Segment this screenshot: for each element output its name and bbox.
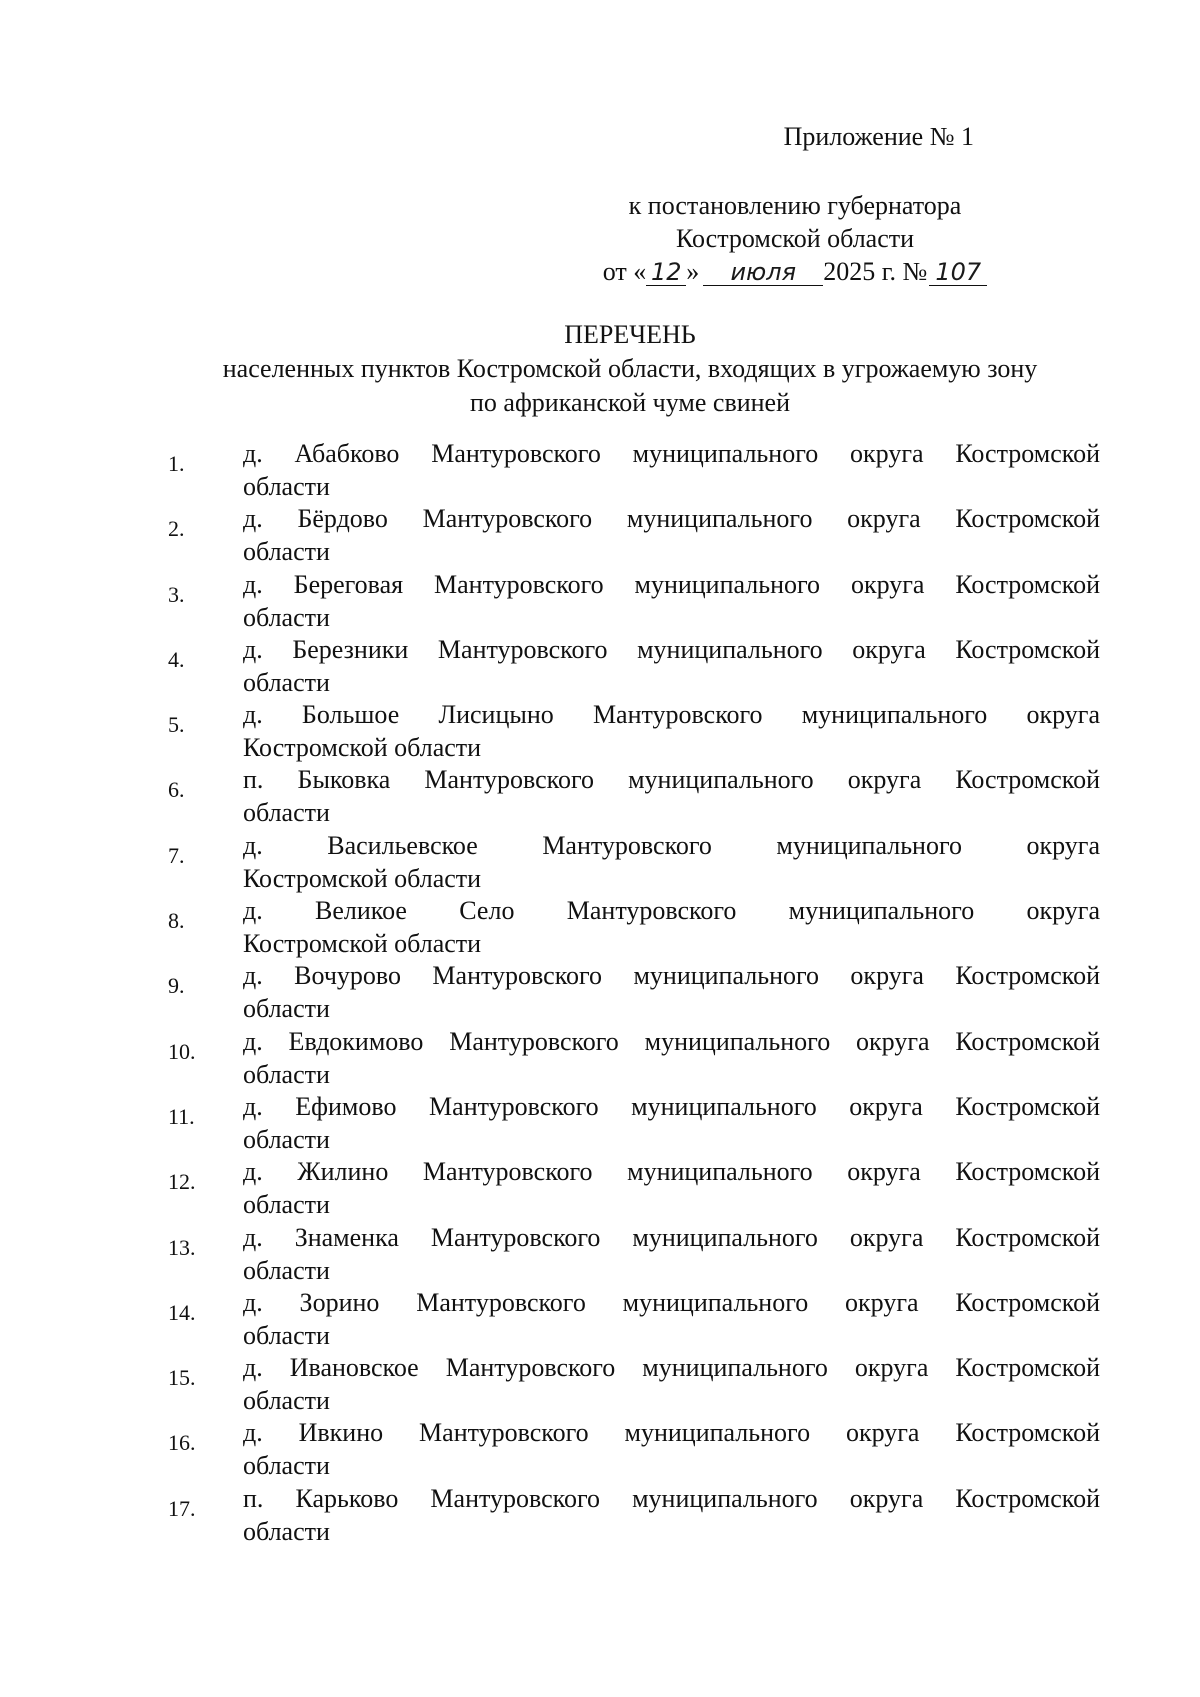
list-item-number: 9. — [168, 973, 185, 999]
list-item-text — [243, 633, 1100, 699]
list-item-line-1: д. Зорино Мантуровского муниципального округа Костромской — [243, 1287, 1100, 1317]
list-subtitle-line-1: населенных пунктов Костромской области, входящих в угрожаемую зону — [222, 354, 1038, 383]
list-item-line-2: области — [243, 1124, 330, 1154]
list-item-text — [243, 829, 1100, 895]
list-item-line-2: области — [243, 1255, 330, 1285]
list-item-line-2: области — [243, 1386, 330, 1416]
list-item — [150, 1025, 1110, 1090]
list-item-line-1: д. Абабково Мантуровского муниципального округа Костромской — [243, 439, 1100, 468]
list-item-number: 1. — [168, 451, 185, 476]
list-item-text — [243, 568, 1100, 634]
list-item-text — [243, 1090, 1100, 1156]
list-item-line-2: области — [243, 667, 330, 697]
list-item — [150, 959, 1110, 1024]
list-item — [150, 698, 1110, 763]
list-item-line-2: области — [243, 602, 330, 632]
list-item-text — [243, 894, 1100, 960]
list-item-line-1: д. Ефимово Мантуровского муниципального округа Костромской — [243, 1091, 1100, 1121]
list-item-line-2: Костромской области — [243, 863, 482, 893]
list-item-line-2: области — [243, 537, 330, 567]
list-item-line-1: д. Васильевское Мантуровского муниципального округа — [243, 830, 1100, 860]
list-item-text — [243, 959, 1100, 1025]
list-item-line-1: д. Великое Село Мантуровского муниципального округа — [243, 896, 1100, 926]
list-item-number: 11. — [168, 1103, 195, 1129]
appendix-title: Приложение № 1 — [783, 122, 974, 151]
list-item-number: 16. — [168, 1430, 196, 1456]
list-item-text — [243, 1025, 1100, 1091]
list-item-text — [243, 763, 1100, 829]
list-item-number: 10. — [168, 1038, 196, 1064]
list-item — [150, 763, 1110, 828]
list-item-line-1: д. Ивкино Мантуровского муниципального округа Костромской — [243, 1418, 1100, 1448]
list-item-number: 3. — [168, 581, 185, 607]
list-item — [150, 437, 1110, 502]
list-item-line-2: области — [243, 1059, 330, 1089]
list-item — [150, 1482, 1110, 1547]
list-item-line-1: д. Бёрдово Мантуровского муниципального округа Костромской — [243, 504, 1100, 534]
list-item-text — [243, 1482, 1100, 1548]
list-item — [150, 1221, 1110, 1286]
list-item-line-2: области — [243, 798, 330, 828]
resolution-line-2: Костромской области — [675, 224, 915, 253]
list-item — [150, 502, 1110, 567]
list-item-number: 4. — [168, 646, 185, 672]
list-item-number: 2. — [168, 516, 185, 542]
list-item-line-2: области — [243, 1190, 330, 1220]
list-item-line-1: д. Жилино Мантуровского муниципального округа Костромской — [243, 1157, 1100, 1187]
list-item-number: 15. — [168, 1365, 196, 1391]
settlement-list — [150, 437, 1110, 1547]
list-item-line-2: области — [243, 1516, 330, 1546]
list-item-line-1: д. Березники Мантуровского муниципального округа Костромской — [243, 634, 1100, 664]
list-item-number: 8. — [168, 908, 185, 934]
list-item-line-2: Костромской области — [243, 733, 482, 763]
list-item — [150, 1351, 1110, 1416]
list-item-text — [243, 502, 1100, 568]
list-item — [150, 633, 1110, 698]
list-item-line-2: области — [243, 1451, 330, 1481]
list-item-text — [243, 1351, 1100, 1417]
list-heading: ПЕРЕЧЕНЬ — [564, 320, 696, 349]
resolution-date-line — [540, 255, 1050, 288]
list-title — [150, 318, 1110, 420]
handwritten-number: 107 — [929, 259, 987, 286]
list-item-line-2: области — [243, 1320, 330, 1350]
list-item-text — [243, 437, 1100, 503]
list-item — [150, 1155, 1110, 1220]
list-item-text — [243, 698, 1100, 764]
list-item-line-1: п. Быковка Мантуровского муниципального округа Костромской — [243, 765, 1100, 795]
resolution-reference — [540, 189, 1050, 288]
handwritten-month: июля — [703, 259, 823, 286]
list-item — [150, 829, 1110, 894]
list-item-line-2: области — [243, 472, 330, 501]
date-prefix: от « — [602, 257, 647, 286]
list-item — [150, 1286, 1110, 1351]
handwritten-day: 12 — [646, 259, 686, 286]
list-item-text — [243, 1416, 1100, 1482]
list-item-line-2: области — [243, 994, 330, 1024]
list-item-number: 14. — [168, 1299, 196, 1325]
list-subtitle-line-2: по африканской чуме свиней — [470, 388, 790, 417]
list-item-text — [243, 1221, 1100, 1287]
list-item-line-1: д. Береговая Мантуровского муниципального округа Костромской — [243, 569, 1100, 599]
list-item-line-1: д. Большое Лисицыно Мантуровского муниципального округа — [243, 700, 1100, 730]
list-item-line-1: д. Знаменка Мантуровского муниципального округа Костромской — [243, 1222, 1100, 1252]
list-item-line-1: д. Ивановское Мантуровского муниципального округа Костромской — [243, 1353, 1100, 1383]
list-item-number: 6. — [168, 777, 185, 803]
list-item-line-1: д. Вочурово Мантуровского муниципального округа Костромской — [243, 961, 1100, 991]
list-item-number: 7. — [168, 842, 185, 868]
list-item-text — [243, 1286, 1100, 1352]
list-item-number: 17. — [168, 1495, 196, 1521]
list-item-line-2: Костромской области — [243, 929, 482, 959]
date-mid: » — [686, 257, 700, 286]
list-item-number: 5. — [168, 712, 185, 738]
list-item — [150, 1090, 1110, 1155]
list-item-number: 13. — [168, 1234, 196, 1260]
date-year: 2025 г. № — [823, 257, 928, 286]
list-item-line-1: п. Карьково Мантуровского муниципального округа Костромской — [243, 1483, 1100, 1513]
list-item — [150, 1416, 1110, 1481]
list-item-line-1: д. Евдокимово Мантуровского муниципального округа Костромской — [243, 1026, 1100, 1056]
list-item — [150, 894, 1110, 959]
resolution-line-1: к постановлению губернатора — [628, 191, 962, 220]
list-item-number: 12. — [168, 1169, 196, 1195]
list-item-text — [243, 1155, 1100, 1221]
list-item — [150, 568, 1110, 633]
